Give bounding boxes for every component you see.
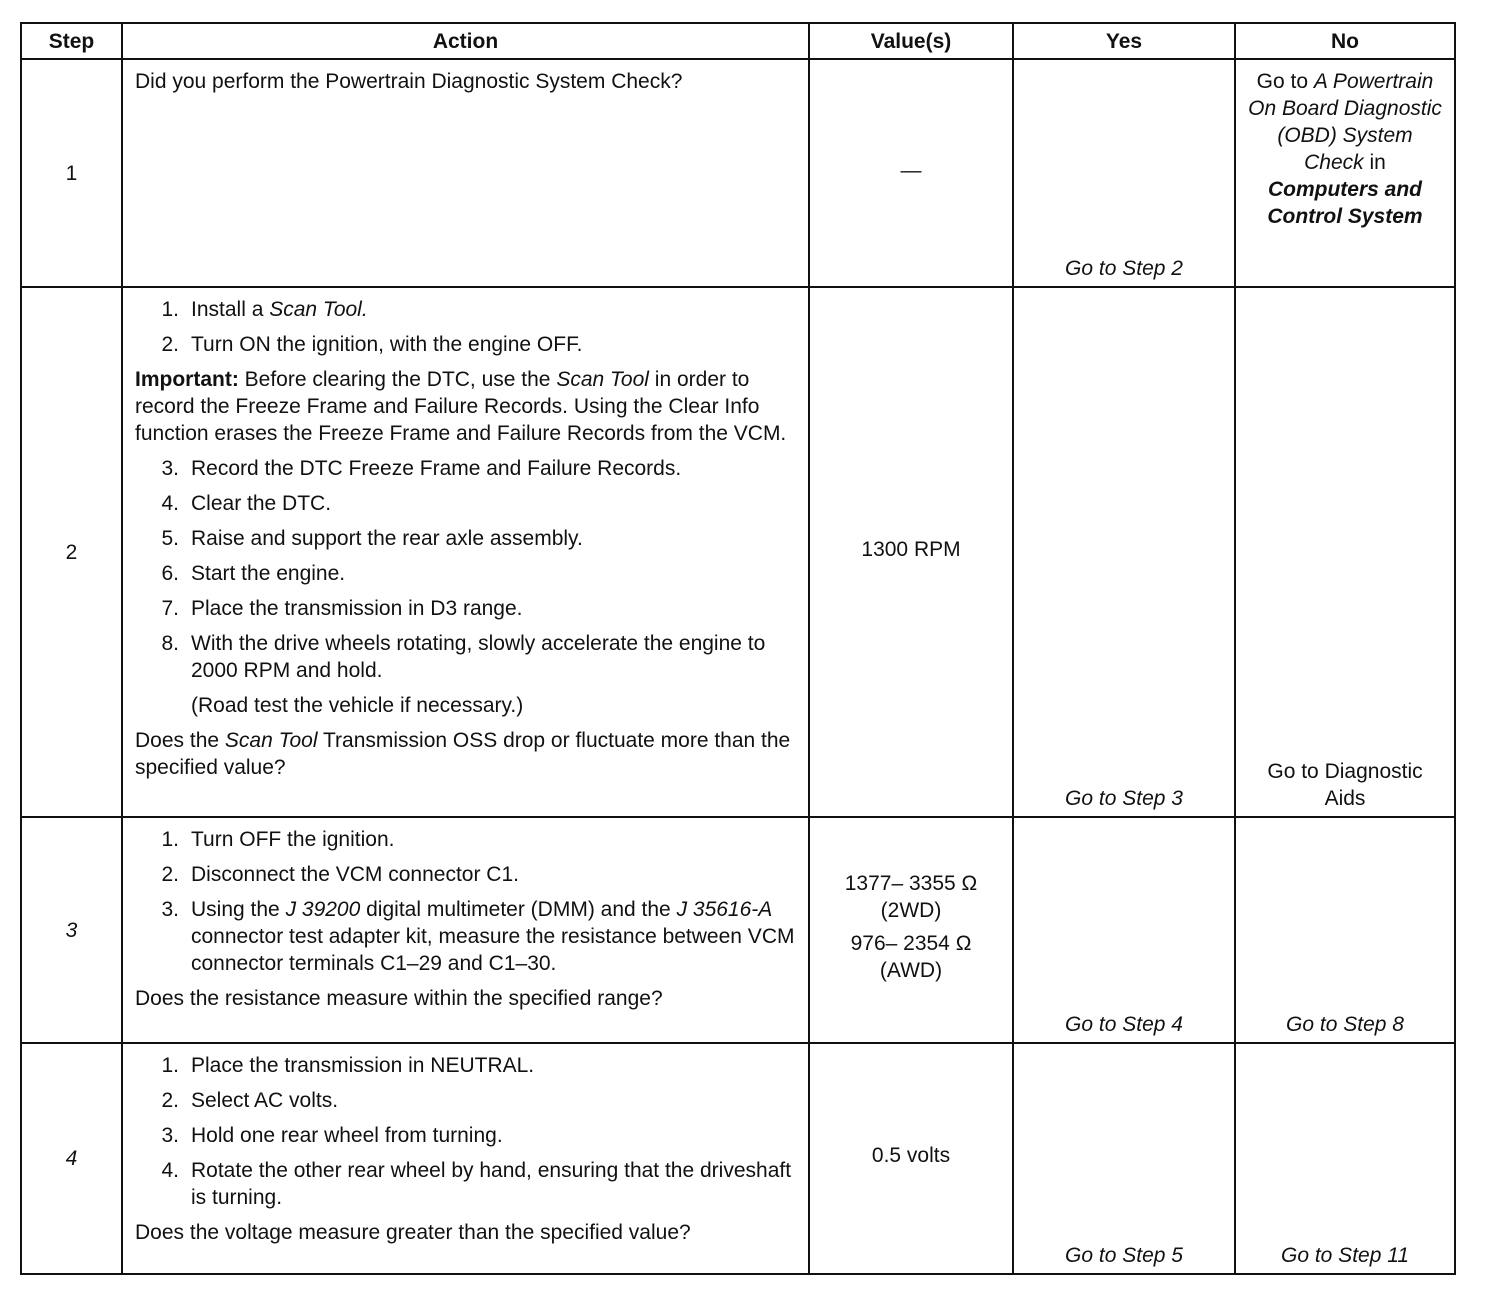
yes-cell [1013, 287, 1235, 817]
action-cell [122, 59, 809, 287]
list-item [135, 826, 796, 853]
table-row [21, 59, 1455, 287]
yes-action: Go to Step 5 [1065, 1244, 1183, 1267]
paragraph [135, 727, 796, 781]
list-item [135, 296, 796, 323]
item-number: 1. [161, 298, 179, 321]
text-run: Using the [191, 898, 286, 921]
yes-action: Go to Step 3 [1065, 787, 1183, 810]
item-text [191, 1122, 503, 1149]
text-run: A Powertrain On Board Diagnostic (OBD) System Check [1248, 70, 1442, 174]
values-cell [809, 59, 1013, 287]
item-text [191, 1087, 338, 1114]
list-item [135, 1122, 796, 1149]
values-cell [809, 1043, 1013, 1274]
yes-cell [1013, 817, 1235, 1043]
yes-action: Go to Step 4 [1065, 1013, 1183, 1036]
values-cell [809, 287, 1013, 817]
step-cell: 4 [21, 1043, 122, 1274]
header-values: Value(s) [809, 23, 1013, 59]
text-run: Clear the DTC. [191, 492, 332, 515]
list-item [135, 1157, 796, 1211]
text-run: Place the transmission in D3 range. [191, 597, 523, 620]
action-cell [122, 1043, 809, 1274]
list-item [135, 525, 796, 552]
header-yes: Yes [1013, 23, 1235, 59]
text-run: Select AC volts. [191, 1089, 339, 1112]
header-no: No [1235, 23, 1455, 59]
text-run: Scan Tool [556, 368, 649, 391]
text-run: Transmission OSS drop or fluctuate more than the specified value? [135, 729, 791, 779]
item-text [191, 455, 681, 482]
text-run: Place the transmission in NEUTRAL. [191, 1054, 535, 1077]
item-number: 4. [161, 492, 179, 515]
list-item [135, 1087, 796, 1114]
text-run: Did you perform the Powertrain Diagnostic System Check? [135, 70, 683, 93]
text-run: Go to Step 11 [1280, 1244, 1410, 1267]
text-run: With the drive wheels rotating, slowly accelerate the engine to 2000 RPM and hold. [191, 632, 766, 682]
no-cell [1235, 817, 1455, 1043]
yes-cell [1013, 1043, 1235, 1274]
item-text [191, 595, 523, 622]
no-cell [1235, 287, 1455, 817]
table-row [21, 817, 1455, 1043]
value-text: 1300 RPM [861, 537, 961, 561]
no-cell [1235, 59, 1455, 287]
step-cell: 2 [21, 287, 122, 817]
text-run: Rotate the other rear wheel by hand, ensuring that the driveshaft is turning. [191, 1159, 792, 1209]
value-text: 976– 2354 Ω (AWD) [850, 932, 972, 982]
text-run: Go to Diagnostic Aids [1267, 760, 1423, 810]
item-text [191, 525, 583, 552]
text-run: Raise and support the rear axle assembly. [191, 527, 583, 550]
item-text [191, 490, 331, 517]
table-row [21, 1043, 1455, 1274]
text-run: in [1363, 151, 1386, 174]
item-number: 6. [161, 562, 179, 585]
text-run: J 39200 [285, 898, 361, 921]
paragraph [135, 68, 796, 95]
sub-note [135, 692, 796, 719]
paragraph [135, 1219, 796, 1246]
item-number: 2. [161, 1089, 179, 1112]
table-row [21, 287, 1455, 817]
list-item [135, 455, 796, 482]
text-run: Important: [135, 368, 239, 391]
list-item [135, 1052, 796, 1079]
action-cell [122, 287, 809, 817]
text-run: Does the [135, 729, 225, 752]
text-run: Go to Step 8 [1286, 1013, 1404, 1036]
text-run: Disconnect the VCM connector C1. [191, 863, 519, 886]
text-run: Go to [1256, 70, 1314, 93]
item-text [191, 560, 345, 587]
yes-action: Go to Step 2 [1065, 257, 1183, 280]
item-text [191, 896, 796, 977]
item-text [191, 1052, 534, 1079]
text-run: in order to record the Freeze Frame and Failure Records. Using the Clear Info function erases the Freeze Frame and Failure Records from the VCM. [135, 368, 787, 445]
item-number: 2. [161, 333, 179, 356]
action-cell [122, 817, 809, 1043]
item-number: 7. [161, 597, 179, 620]
item-number: 1. [161, 828, 179, 851]
item-number: 2. [161, 863, 179, 886]
list-item [135, 595, 796, 622]
text-run: Turn OFF the ignition. [191, 828, 395, 851]
text-run: Does the resistance measure within the specified range? [135, 987, 663, 1010]
text-run: (Road test the vehicle if necessary.) [191, 694, 524, 717]
text-run: Before clearing the DTC, use the [238, 368, 557, 391]
text-run: Scan Tool. [269, 298, 368, 321]
value-text: 1377– 3355 Ω (2WD) [844, 872, 978, 922]
no-cell [1235, 1043, 1455, 1274]
paragraph [135, 366, 796, 447]
text-run: Scan Tool [224, 729, 318, 752]
text-run: Install a [191, 298, 270, 321]
item-text [191, 861, 519, 888]
text-run: J 35616-A [676, 898, 773, 921]
item-text [191, 1157, 796, 1211]
list-item [135, 896, 796, 977]
item-number: 3. [161, 1124, 179, 1147]
item-number: 4. [161, 1159, 179, 1182]
text-run: connector test adapter kit, measure the resistance between VCM connector terminals C1–29 and C1–30. [191, 925, 795, 975]
list-item [135, 560, 796, 587]
item-text [191, 826, 394, 853]
header-row [21, 23, 1455, 59]
item-number: 1. [161, 1054, 179, 1077]
list-item [135, 490, 796, 517]
item-text [191, 331, 582, 358]
list-item [135, 331, 796, 358]
item-text [191, 296, 368, 323]
header-action: Action [122, 23, 809, 59]
text-run: Start the engine. [191, 562, 346, 585]
step-cell: 3 [21, 817, 122, 1043]
text-run: Hold one rear wheel from turning. [191, 1124, 503, 1147]
item-number: 3. [161, 898, 179, 921]
text-run: Record the DTC Freeze Frame and Failure Records. [191, 457, 682, 480]
yes-cell [1013, 59, 1235, 287]
item-text [191, 630, 796, 684]
value-text: — [900, 158, 922, 182]
value-text: 0.5 volts [871, 1144, 951, 1167]
item-number: 5. [161, 527, 179, 550]
diagnostic-table [20, 22, 1456, 1275]
step-cell: 1 [21, 59, 122, 287]
item-number: 8. [161, 632, 179, 655]
values-cell [809, 817, 1013, 1043]
item-number: 3. [161, 457, 179, 480]
text-run: Computers and Control System [1267, 178, 1423, 228]
header-step: Step [21, 23, 122, 59]
text-run: digital multimeter (DMM) and the [360, 898, 677, 921]
text-run: Turn ON the ignition, with the engine OFF. [191, 333, 583, 356]
list-item [135, 861, 796, 888]
text-run: Does the voltage measure greater than the specified value? [135, 1221, 691, 1244]
paragraph [135, 985, 796, 1012]
list-item [135, 630, 796, 684]
